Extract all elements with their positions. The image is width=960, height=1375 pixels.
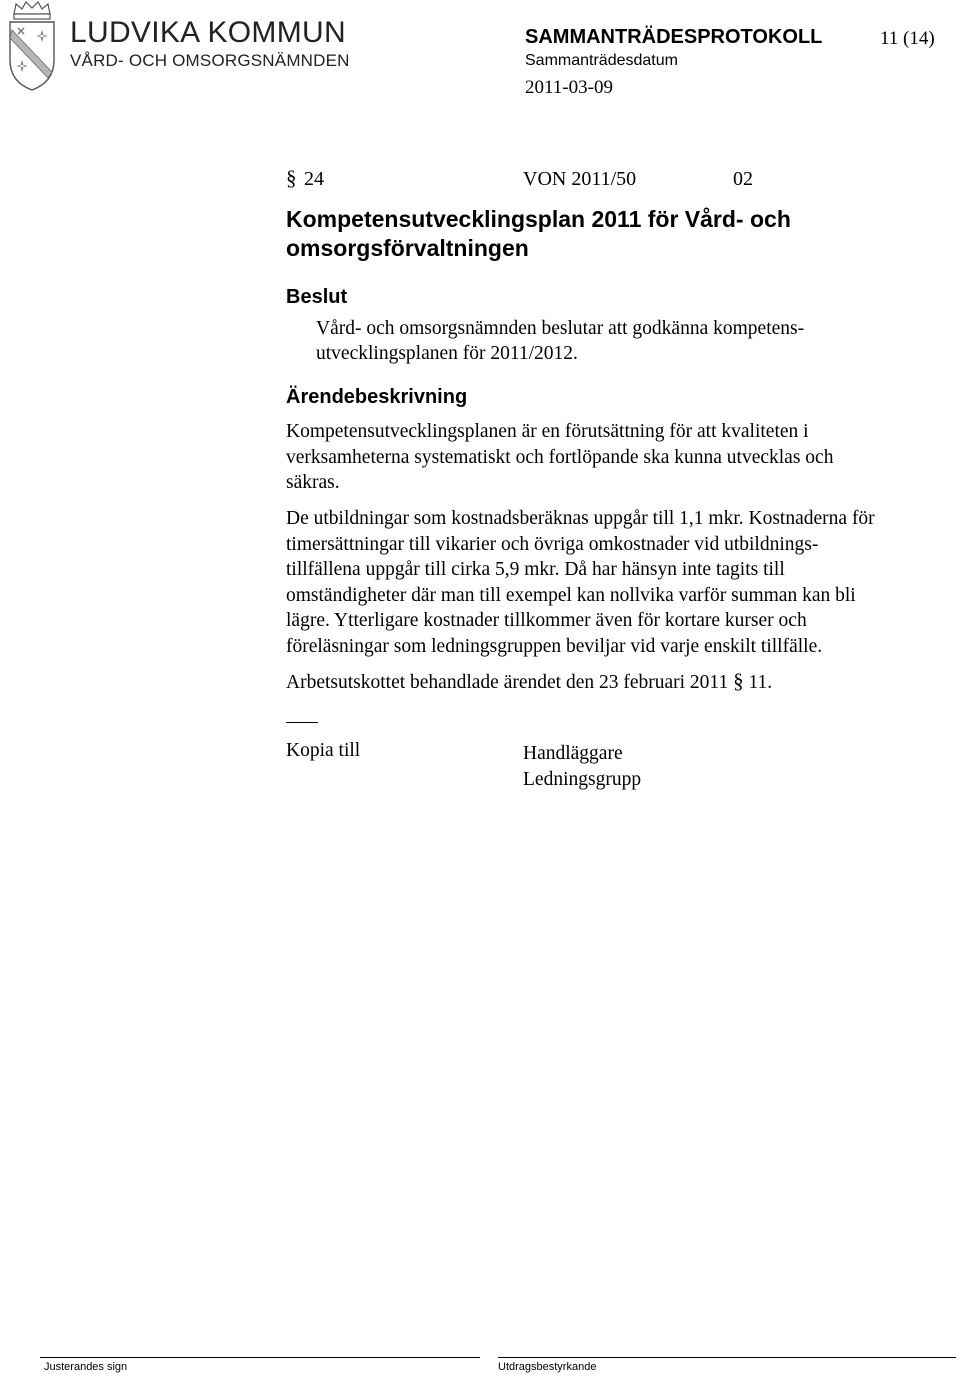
department-name: VÅRD- OCH OMSORGSNÄMNDEN [70,51,350,70]
paragraph-line: lägre. Ytterligare kostnader tillkommer även för kortare kurser och [286,610,807,631]
paragraph-line: timersättningar till vikarier och övriga omkostnader vid utbildnings- [286,533,819,555]
document-type: SAMMANTRÄDESPROTOKOLL [525,26,823,48]
title-line: omsorgsförvaltningen [286,235,529,261]
signature-line-right [498,1357,956,1358]
separator-line [286,722,318,723]
recipient-list [523,741,641,793]
committee-note: Arbetsutskottet behandlade ärendet den 23 februari 2011 [286,672,734,693]
paragraph-number: 24 [304,168,324,190]
arende-heading: Ärendebeskrivning [286,386,468,408]
paragraph-line: säkras. [286,472,340,493]
description-paragraph-3 [286,669,958,696]
paragraph-line: De utbildningar som kostnadsberäknas uppgår till 1,1 mkr. Kostnaderna för [286,508,875,529]
paragraph-symbol: § [286,166,297,190]
committee-note-paragraph: 11. [743,672,773,693]
description-paragraph-1 [286,419,958,496]
paragraph-line: verksamheterna systematiskt och fortlöpande ska kunna utvecklas och [286,446,834,468]
recipient: Handläggare [523,743,623,764]
description-paragraph-2 [286,506,958,659]
meeting-date: 2011-03-09 [525,77,613,98]
paragraph-line: tillfällena uppgår till cirka 5,9 mkr. Då har hänsyn inte tagits till [286,559,785,580]
document-title [286,205,791,263]
title-line: Kompetensutvecklingsplan 2011 för Vård- och [286,206,791,232]
recipient: Ledningsgrupp [523,769,642,790]
crest-logo-icon [4,0,60,92]
paragraph-symbol-inline: § [733,669,744,693]
signature-line-left [40,1357,480,1358]
utdragsbestyrkande-label: Utdragsbestyrkande [498,1361,597,1373]
paragraph-line: Kompetensutvecklingsplanen är en förutsättning för att kvaliteten i [286,421,809,442]
page-number: 11 (14) [880,28,935,49]
organization-name: LUDVIKA KOMMUN [70,16,346,49]
paragraph-line: föreläsningar som ledningsgruppen beviljar vid varje enskilt tillfälle. [286,635,823,657]
decision-line: utvecklingsplanen för 2011/2012. [316,343,578,364]
copy-to-label: Kopia till [286,740,361,761]
case-number: VON 2011/50 [523,168,637,190]
case-code: 02 [733,168,753,190]
justerandes-sign-label: Justerandes sign [44,1361,128,1373]
decision-text [316,316,876,366]
beslut-heading: Beslut [286,286,348,308]
decision-line: Vård- och omsorgsnämnden beslutar att godkänna kompetens- [316,318,805,339]
date-label: Sammanträdesdatum [525,52,678,69]
paragraph-line: omständigheter där man till exempel kan nollvika varför summan kan bli [286,584,856,606]
